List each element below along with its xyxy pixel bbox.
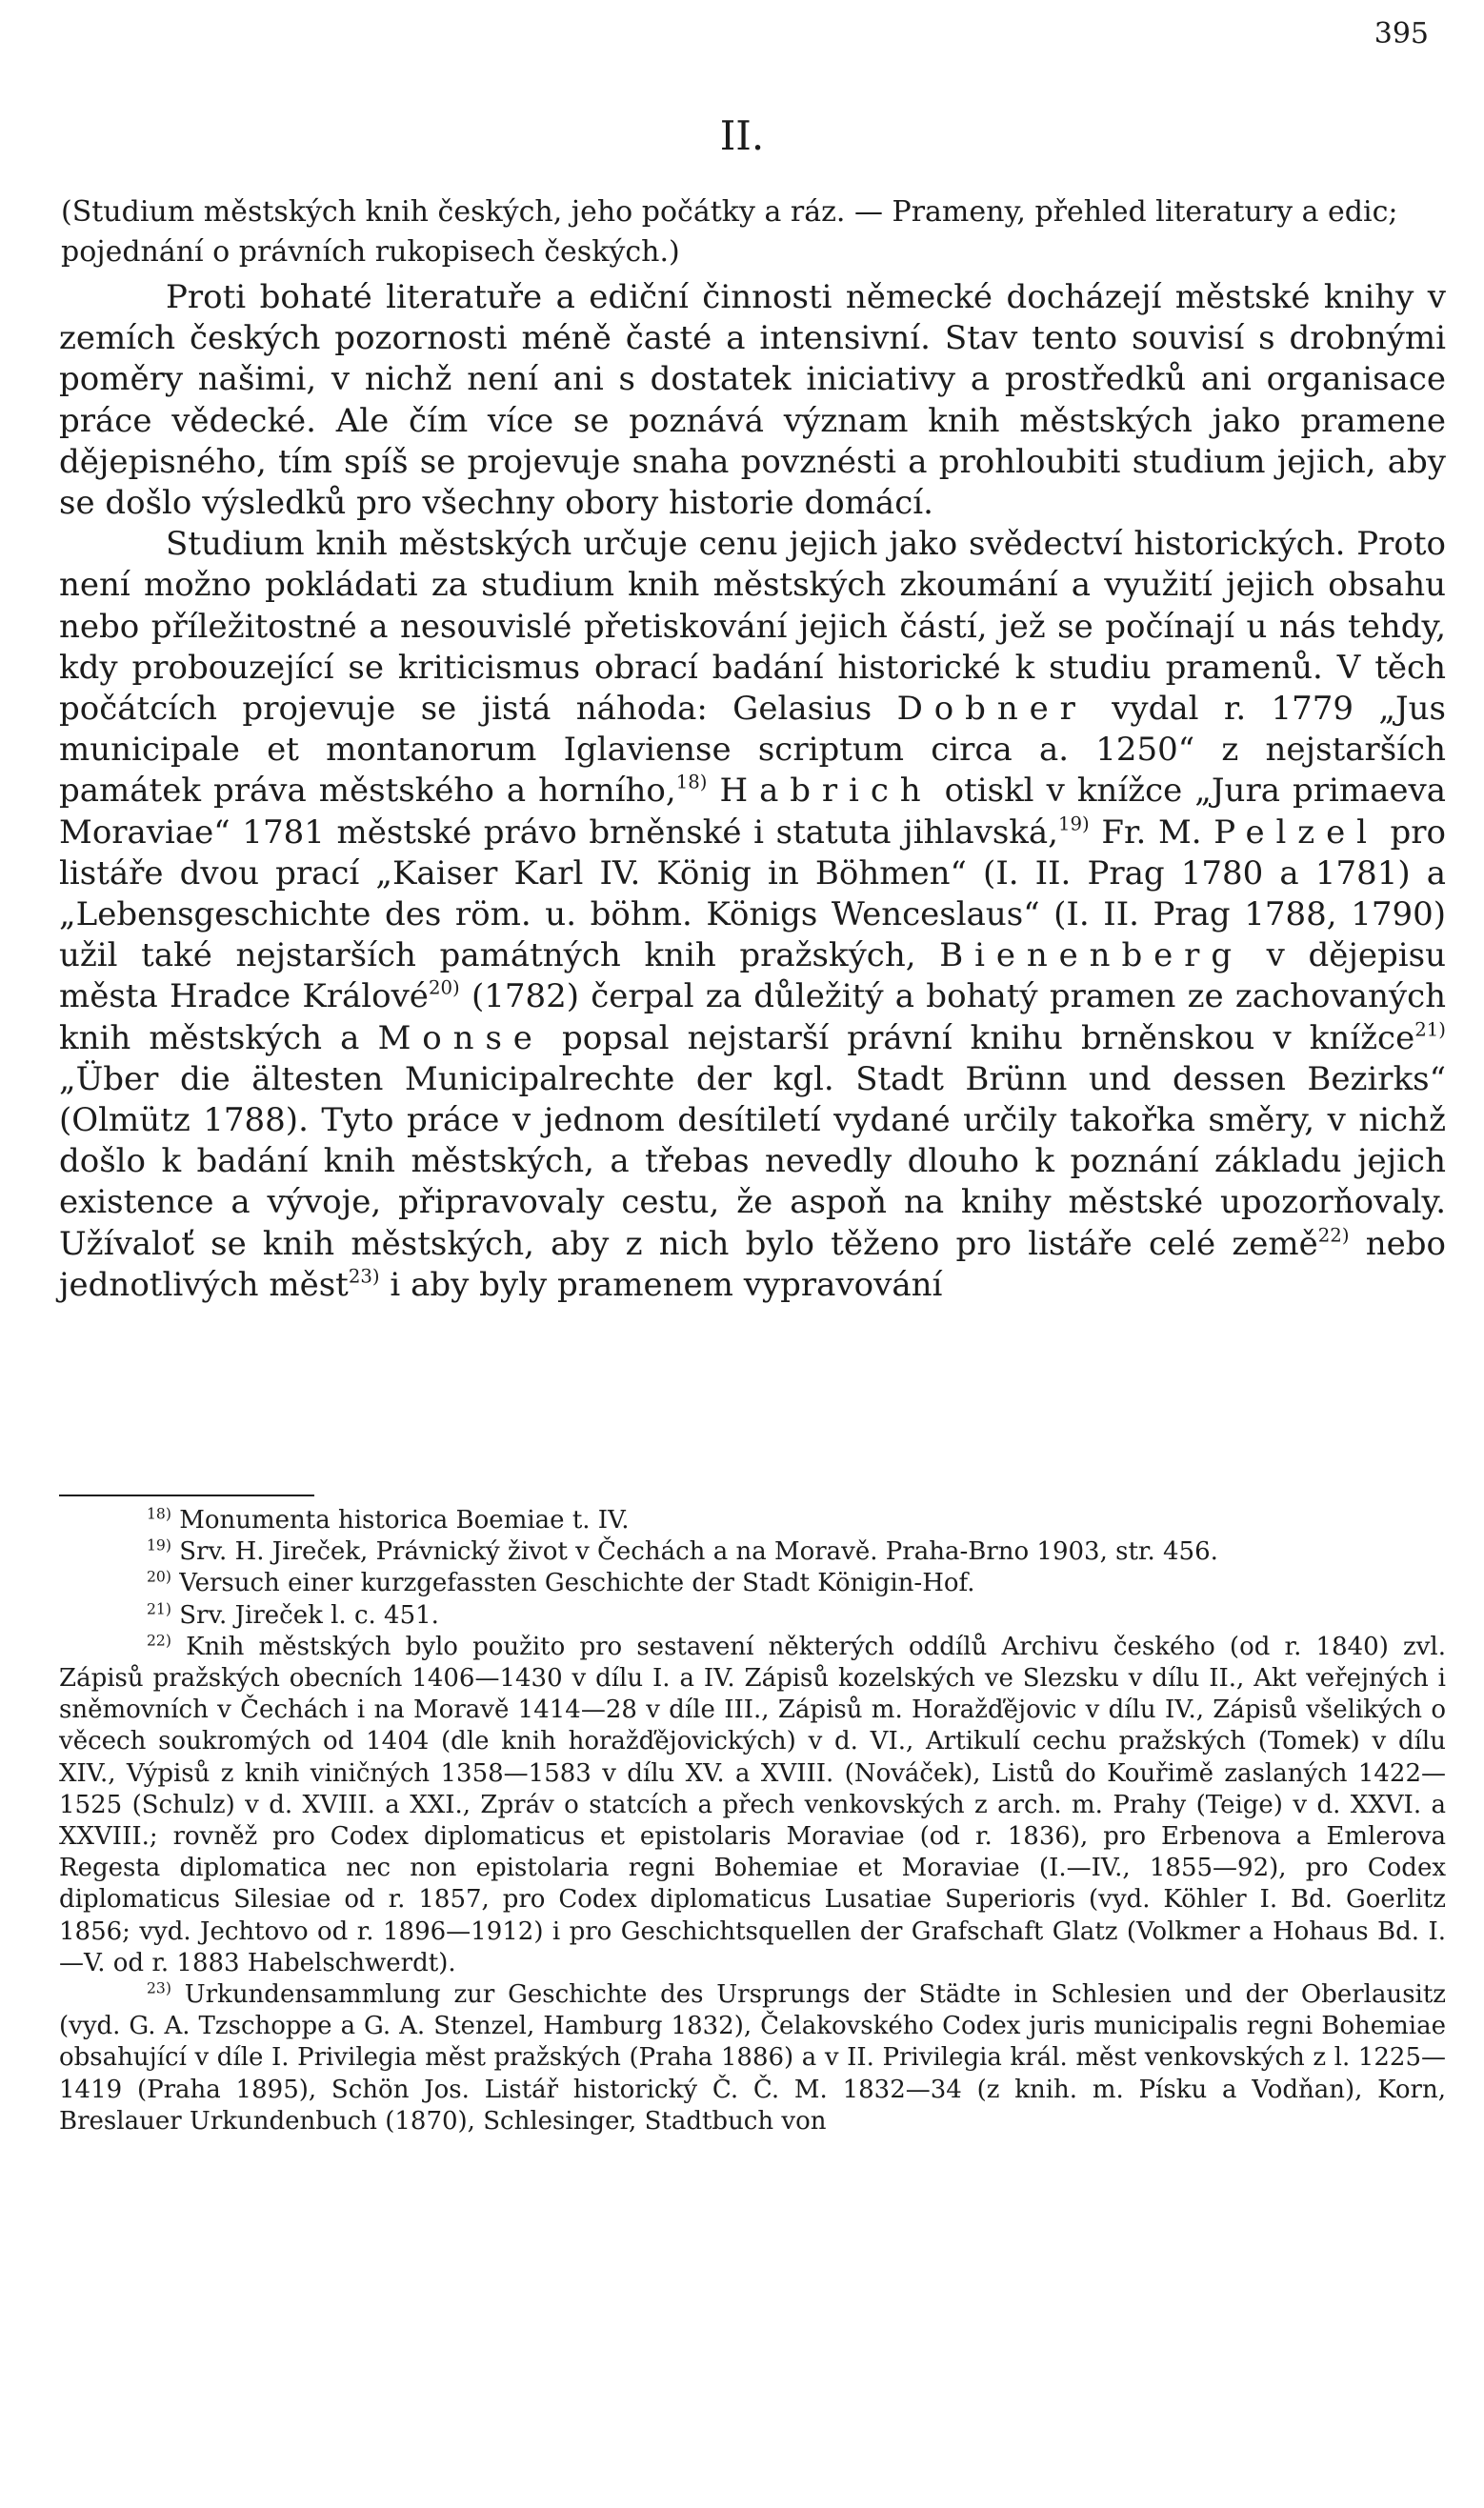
footnote-ref-20[interactable]: 20) (428, 977, 460, 1000)
text-run: Fr. M. (1089, 813, 1214, 852)
footnote-ref-18[interactable]: 18) (675, 772, 708, 794)
spaced-name-pelzel: Pelzel (1213, 813, 1378, 852)
chapter-numeral: II. (719, 112, 765, 159)
page-number: 395 (1374, 17, 1429, 50)
footnote-mark: 20) (147, 1568, 171, 1586)
footnote-divider (59, 1495, 314, 1496)
text-run: vydal r. 1779 „Jus municipale et montanorum Iglaviense scriptum circa a. 1250“ z nejstarších památek práva městského a horního, (59, 690, 1446, 811)
footnote-20 (59, 1568, 1446, 1599)
footnote-text: Srv. H. Jireček, Právnický život v Čechách a na Moravě. Praha-Brno 1903, str. 456. (179, 1537, 1218, 1567)
footnote-mark: 22) (147, 1632, 171, 1650)
footnote-mark: 19) (147, 1536, 171, 1555)
footnote-mark: 21) (147, 1599, 171, 1617)
section-subtitle: (Studium městských knih českých, jeho počátky a ráz. — Prameny, přehled literatury a edic; pojednání o právních rukopisech českých.) (61, 195, 1398, 269)
footnote-18 (59, 1505, 1446, 1536)
footnote-21 (59, 1600, 1446, 1632)
footnote-ref-23[interactable]: 23) (348, 1265, 380, 1288)
footnote-text: Monumenta historica Boemiae t. IV. (179, 1506, 630, 1535)
footnote-23 (59, 1979, 1446, 2137)
text-run (707, 772, 719, 810)
paragraph-1: Proti bohaté literatuře a ediční činnosti německé docházejí městské knihy v zemích českých pozornosti méně časté a intensivní. Stav tento souvisí s drobnými poměry našimi, v nichž není ani s dostatek iniciativy a prostředků ani organisace práce vědecké. Ale čím více se poznává význam knih městských jako pramene dějepisného, tím spíš se projevuje snaha povznésti a prohloubiti studium jejich, aby se došlo výsledků pro všechny obory historie domácí. (59, 278, 1446, 523)
text-run: popsal nejstarší právní knihu brněnskou v knížce (543, 1018, 1415, 1057)
footnote-text: Srv. Jireček l. c. 451. (179, 1600, 439, 1630)
text-run: pro listáře dvou prací „Kaiser Karl IV. König in Böhmen“ (I. II. Prag 1780 a 1781) a „Lebensgeschichte des röm. u. böhm. Königs Wenceslaus“ (I. II. Prag 1788, 1790) užil také nejstarších památných knih pražských, (59, 813, 1447, 975)
footnote-ref-19[interactable]: 19) (1057, 813, 1090, 835)
footnotes (59, 1505, 1446, 2137)
text-run: otiskl v knížce „Jura primaeva Moraviae“ 1781 městské právo brněnské i statuta jihlavská, (59, 772, 1447, 852)
text-run: nebo jednotlivých měst (59, 1224, 1447, 1304)
spaced-name-bienenberg: Bienenberg (939, 936, 1243, 975)
spaced-name-monse: Monse (377, 1018, 544, 1057)
spaced-name-habrich: Habrich (719, 772, 933, 811)
text-run: Studium knih městských určuje cenu jejich jako svědectví historických. Proto není možno pokládati za studium knih městských zkoumání a využití jejich obsahu nebo příležitostné a nesouvislé přetiskování jejich částí, jež se počínají u nás tehdy, kdy probouzející se kriticismus obrací badání historické k studiu pramenů. V těch počátcích projevuje se jistá náhoda: Gelasius (59, 525, 1446, 729)
text-run: v dějepisu města Hradce Králové (59, 936, 1446, 1016)
footnote-ref-21[interactable]: 21) (1414, 1018, 1446, 1041)
footnote-19 (59, 1536, 1446, 1568)
footnote-22 (59, 1632, 1446, 1979)
footnote-text: Knih městských bylo použito pro sestavení některých oddílů Archivu českého (od r. 1840) zvl. Zápisů pražských obecních 1406—1430 v dílu I. a IV. Zápisů kozelských ve Slezsku v dílu II., Akt veřejných i sněmovních v Čechách i na Moravě 1414—28 v díle III., Zápisů m. Horažďějovic v dílu IV., Zápisů všelikých o věcech soukromých od 1404 (dle knih horažďějovických) v d. VI., Artikulí cechu pražských (Tomek) v dílu XIV., Výpisů z knih viničných 1358—1583 v dílu XV. a XVIII. (Nováček), Listů do Kouřimě zaslaných 1422—1525 (Schulz) v d. XVIII. a XXI., Zpráv o statcích a přech venkovských z arch. m. Prahy (Teige) v d. XXVI. a XXVIII.; rovněž pro Codex diplomaticus et epistolaris Moraviae (od r. 1836), pro Erbenova a Emlerova Regesta diplomatica nec non epistolaria regni Bohemiae et Moraviae (I.—IV., 1855—92), pro Codex diplomaticus Silesiae od r. 1857, pro Codex diplomaticus Lusatiae Superioris (vyd. Köhler I. Bd. Goerlitz 1856; vyd. Jechtovo od r. 1896—1912) i pro Geschichtsquellen der Grafschaft Glatz (Volkmer a Hohaus Bd. I.—V. od r. 1883 Habelschwerdt). (59, 1632, 1447, 1977)
footnote-text: Urkundensammlung zur Geschichte des Ursprungs der Städte in Schlesien und der Oberlausitz (vyd. G. A. Tzschoppe a G. A. Stenzel, Hamburg 1832), Čelakovského Codex juris municipalis regni Bohemiae obsahující v díle I. Privilegia měst pražských (Praha 1886) a v II. Privilegia král. měst venkovských z l. 1225—1419 (Praha 1895), Schön Jos. Listář historický Č. Č. M. 1832—34 (z knih. m. Písku a Vodňan), Korn, Breslauer Urkundenbuch (1870), Schlesinger, Stadtbuch von (59, 1980, 1447, 2136)
footnote-text: Versuch einer kurzgefassten Geschichte der Stadt Königin-Hof. (179, 1569, 975, 1598)
spaced-name-dobner: Dobner (896, 690, 1087, 729)
footnote-mark: 23) (147, 1979, 171, 1997)
text-run: i aby byly pramenem vypravování (379, 1265, 943, 1304)
paragraph-2 (59, 524, 1446, 1306)
footnote-mark: 18) (147, 1505, 171, 1523)
main-text (59, 277, 1446, 1306)
text-run: (1782) čerpal za důležitý a bohatý pramen ze zachovaných knih městských a (59, 977, 1447, 1057)
footnote-ref-22[interactable]: 22) (1317, 1224, 1350, 1247)
text-run: „Über die ältesten Municipalrechte der kgl. Stadt Brünn und dessen Bezirks“ (Olmütz 1788). Tyto práce v jednom desítiletí vydané určily takořka směry, v nichž došlo k badání knih městských, a třebas nevedly dlouho k poznání základu jejich existence a vývoje, připravovaly cestu, že aspoň na knihy městské upozorňovaly. Užívaloť se knih městských, aby z nich bylo těženo pro listáře celé země (59, 1059, 1446, 1263)
